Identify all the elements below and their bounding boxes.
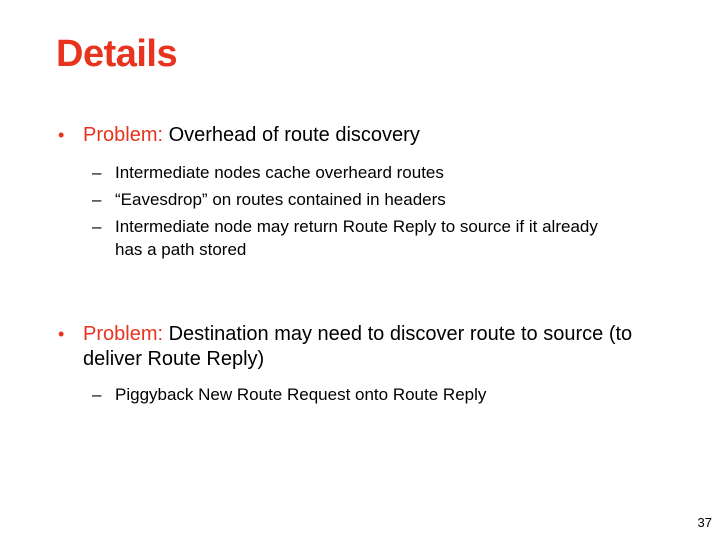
bullet-body: Overhead of route discovery [163, 124, 420, 146]
slide-title: Details [56, 33, 178, 75]
subitem-marker: – [92, 190, 102, 209]
subitem-text: “Eavesdrop” on routes contained in headers [115, 190, 446, 209]
subitem-route-reply [92, 215, 622, 261]
bullet-problem-overhead [58, 123, 678, 148]
subitem-marker: – [92, 217, 102, 236]
bullet-marker: • [58, 324, 65, 344]
bullet-text [83, 123, 678, 148]
bullet-text [83, 322, 658, 372]
subitem-cache-routes [92, 161, 652, 184]
page-number: 37 [697, 515, 712, 530]
subitem-text: Intermediate nodes cache overheard routes [115, 163, 444, 182]
bullet-label: Problem: [83, 124, 164, 146]
bullet-body: Destination may need to discover route to source (to deliver Route Reply) [83, 323, 633, 370]
subitem-text: Intermediate node may return Route Reply to source if it already has a path stored [115, 217, 598, 259]
bullet-marker: • [58, 125, 65, 145]
subitem-marker: – [92, 163, 102, 182]
bullet-label: Problem: [83, 323, 164, 345]
subitem-piggyback [92, 383, 652, 406]
bullet-problem-destination [58, 322, 658, 372]
subitem-eavesdrop [92, 188, 652, 211]
subitem-text: Piggyback New Route Request onto Route Reply [115, 385, 487, 404]
subitem-marker: – [92, 385, 102, 404]
